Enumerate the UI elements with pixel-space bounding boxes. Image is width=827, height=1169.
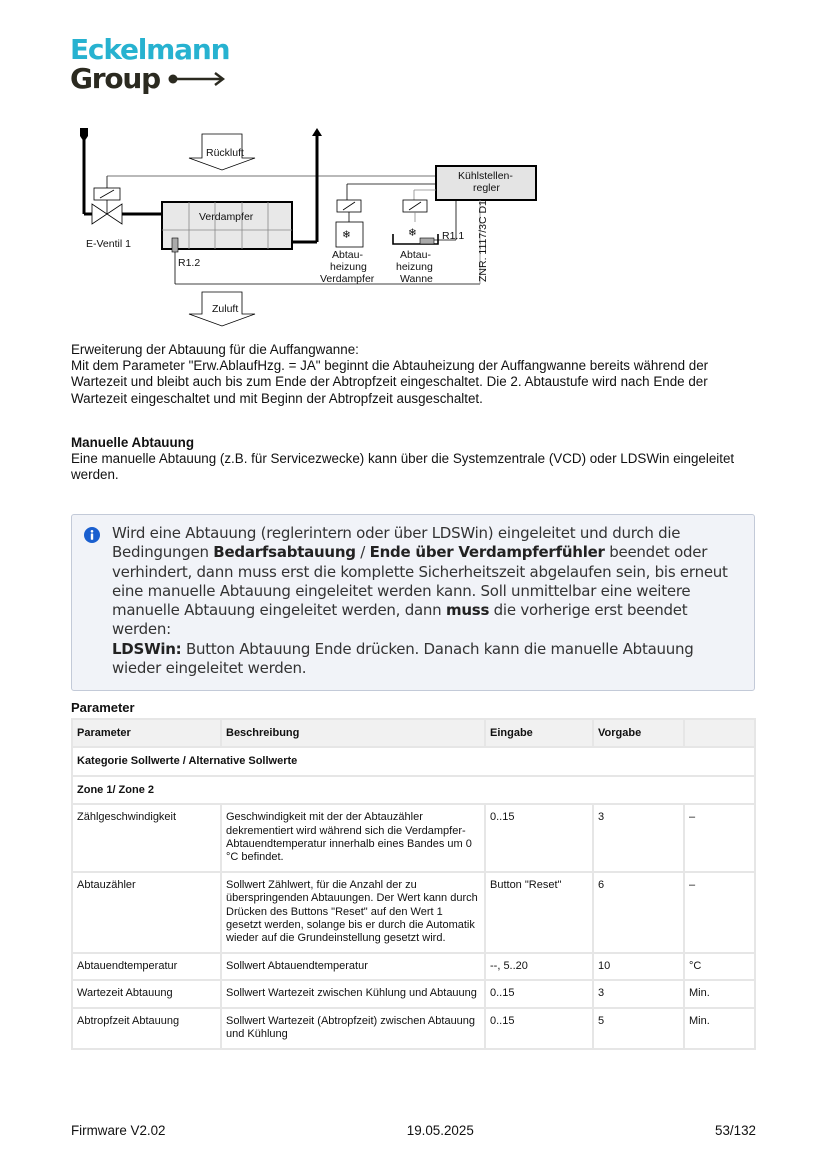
col-header: Beschreibung — [221, 719, 485, 747]
table-row — [72, 980, 755, 1007]
section-wanne-heading: Erweiterung der Abtauung für die Auffangwanne: — [71, 342, 359, 357]
info-bold-ldswin: LDSWin: — [112, 639, 182, 658]
cell-default: 3 — [593, 980, 684, 1007]
cell-default: 3 — [593, 804, 684, 872]
arrow-right-icon — [168, 72, 226, 86]
parameter-table — [71, 718, 756, 1050]
abtau-verd-1: Abtau- — [332, 249, 363, 261]
info-bold-bedarf: Bedarfsabtauung — [213, 543, 356, 562]
abtau-wanne-3: Wanne — [400, 273, 433, 285]
abtau-wanne-2: heizung — [396, 261, 433, 273]
info-text-part: beendet oder verhindert, dann muss erst die komplette Sicherheitszeit abgelaufen sein, bis erneut eine manuelle Abtauung eingeleitet werden kann. Soll unmittelbar eine weitere manuelle Abtauung eingeleitet werden, dann — [112, 543, 728, 620]
table-row — [72, 1008, 755, 1049]
cell-default: 10 — [593, 953, 684, 980]
cell-unit: Min. — [684, 1008, 755, 1049]
info-circle-icon — [84, 527, 100, 543]
cell-desc: Sollwert Abtauendtemperatur — [221, 953, 485, 980]
cell-desc: Sollwert Zählwert, für die Anzahl der zu überspringenden Abtauungen. Der Wert kann durch Drücken des Buttons "Reset" auf den Wert 1 gesetzt werden, solange bis er durch die Automatik wieder auf die Grundeinstellung gesetzt wird. — [221, 872, 485, 953]
cell-name: Abtauzähler — [72, 872, 221, 953]
cell-unit: – — [684, 804, 755, 872]
heater-wanne-icon: ❄ — [408, 227, 417, 239]
e-ventil-label: E-Ventil 1 — [86, 238, 131, 250]
col-header — [684, 719, 755, 747]
table-header-row — [72, 719, 755, 747]
cell-input: 0..15 — [485, 1008, 593, 1049]
category-label: Kategorie Sollwerte / Alternative Sollwerte — [72, 747, 755, 775]
r12-label: R1.2 — [178, 257, 201, 269]
table-row — [72, 872, 755, 953]
col-header: Vorgabe — [593, 719, 684, 747]
table-row — [72, 804, 755, 872]
cell-input: 0..15 — [485, 980, 593, 1007]
info-text-part: Wird eine Abtauung (reglerintern oder über LDSWin) eingeleitet und durch die Bedingungen — [112, 524, 681, 562]
section-manual-body: Eine manuelle Abtauung (z.B. für Servicezwecke) kann über die Systemzentrale (VCD) oder LDSWin eingeleitet werden. — [71, 451, 735, 483]
cell-desc: Geschwindigkeit mit der der Abtauzähler dekrementiert wird während sich die Verdampfer-Abtauendtemperatur innerhalb eines Bandes um 0 °C befindet. — [221, 804, 485, 872]
logo-line1: Eckelmann — [70, 33, 230, 66]
drawing-number: ZNR. 1117/3C D1 — [477, 200, 489, 282]
info-bold-muss: muss — [445, 601, 490, 620]
page-footer — [71, 1123, 756, 1138]
cell-name: Zählgeschwindigkeit — [72, 804, 221, 872]
footer-date: 19.05.2025 — [406, 1123, 474, 1138]
info-bold-ende: Ende über Verdampferfühler — [369, 543, 605, 562]
cell-unit: – — [684, 872, 755, 953]
abtau-wanne-1: Abtau- — [400, 249, 431, 261]
verdampfer-label: Verdampfer — [199, 211, 254, 223]
cell-desc: Sollwert Wartezeit (Abtropfzeit) zwischen Abtauung und Kühlung — [221, 1008, 485, 1049]
cell-input: --, 5..20 — [485, 953, 593, 980]
logo-line2 — [70, 62, 229, 95]
cell-input: Button "Reset" — [485, 872, 593, 953]
zuluft-label: Zuluft — [212, 303, 239, 315]
cell-input: 0..15 — [485, 804, 593, 872]
info-box — [71, 514, 755, 691]
info-text-part: die vorherige erst beendet werden: — [112, 601, 688, 639]
logo-group-text: Group — [70, 62, 161, 95]
kuehlstellen-label-1: Kühlstellen- — [458, 170, 513, 182]
section-wanne-body: Mit dem Parameter "Erw.AblaufHzg. = JA" beginnt die Abtauheizung der Auffangwanne bereits während der Wartezeit und bleibt auch bis zum Ende der Abtropfzeit eingeschaltet. Die 2. Abtaustufe wird nach Ende der Wartezeit eingeschaltet und mit Beginn der Abtropfzeit ausgeschaltet. — [71, 358, 709, 406]
cell-name: Wartezeit Abtauung — [72, 980, 221, 1007]
info-text — [112, 524, 742, 678]
cell-desc: Sollwert Wartezeit zwischen Kühlung und Abtauung — [221, 980, 485, 1007]
heater-verdampfer-icon: ❄ — [342, 229, 351, 241]
parameter-title: Parameter — [71, 700, 135, 715]
cell-name: Abtropfzeit Abtauung — [72, 1008, 221, 1049]
kuehlstellen-label-2: regler — [473, 182, 500, 194]
abtau-verd-3: Verdampfer — [320, 273, 375, 285]
info-text-part: / — [355, 543, 370, 562]
section-manual-heading: Manuelle Abtauung — [71, 435, 194, 450]
info-text-part: Button Abtauung Ende drücken. Danach kann die manuelle Abtauung wieder eingeleitet werden. — [112, 639, 694, 678]
cell-default: 6 — [593, 872, 684, 953]
col-header: Eingabe — [485, 719, 593, 747]
rueckluft-label: Rückluft — [206, 147, 244, 159]
footer-page-number: 53/132 — [715, 1123, 756, 1138]
abtau-verd-2: heizung — [330, 261, 367, 273]
col-header: Parameter — [72, 719, 221, 747]
cell-unit: °C — [684, 953, 755, 980]
cell-name: Abtauendtemperatur — [72, 953, 221, 980]
section-wanne — [71, 342, 761, 407]
section-manual — [71, 435, 761, 484]
zone-label: Zone 1/ Zone 2 — [72, 776, 755, 804]
footer-firmware: Firmware V2.02 — [71, 1123, 166, 1138]
cell-default: 5 — [593, 1008, 684, 1049]
cell-unit: Min. — [684, 980, 755, 1007]
table-row — [72, 953, 755, 980]
company-logo — [70, 33, 230, 95]
category-row — [72, 747, 755, 775]
r11-label: R1.1 — [442, 230, 465, 242]
zone-row — [72, 776, 755, 804]
defrost-diagram — [70, 124, 550, 334]
